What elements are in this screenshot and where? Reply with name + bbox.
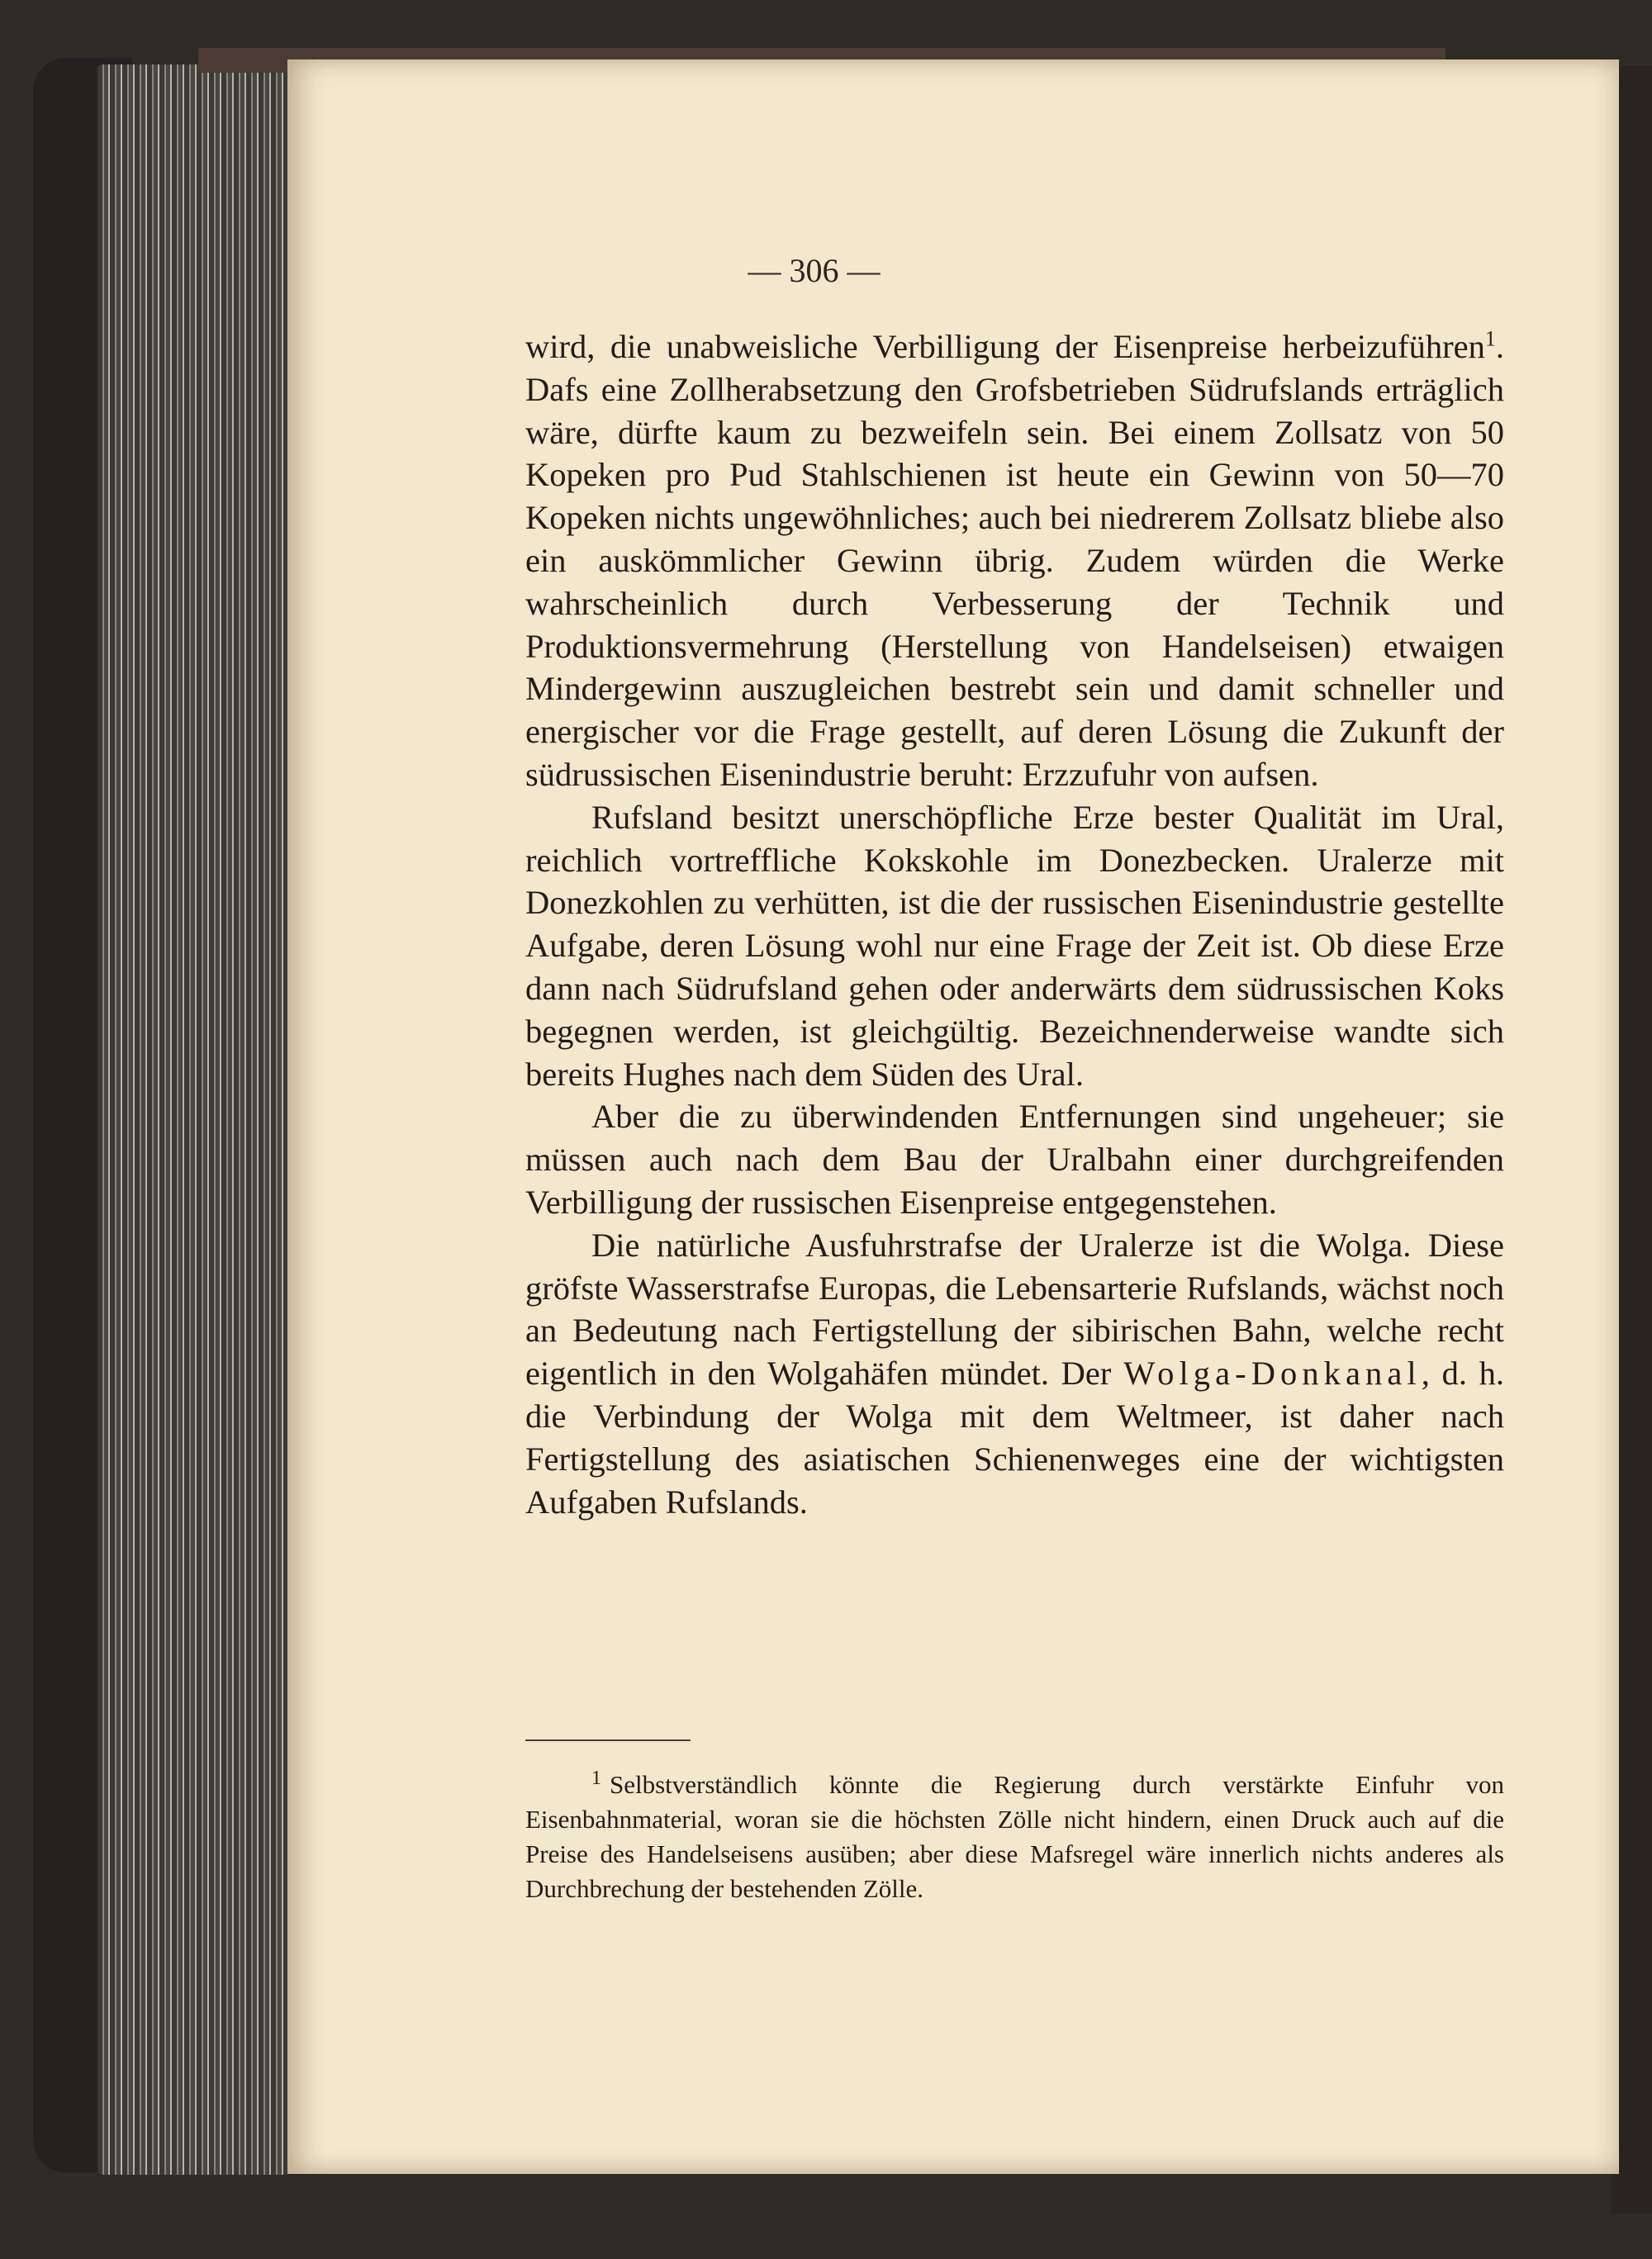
page-number: — 306 — [748, 252, 881, 289]
footnote [525, 1768, 1504, 1906]
paragraph-3: Aber die zu überwindenden Entfernungen sind ungeheuer; sie müssen auch nach dem Bau der Uralbahn einer durchgreifenden Verbilligung der russischen Eisenpreise entgegenstehen. [525, 1098, 1504, 1221]
paragraph-2: Rufsland besitzt unerschöpfliche Erze bester Qualität im Ural, reichlich vortreffliche Kokskohle im Donezbecken. Uralerze mit Donezkohlen zu verhütten, ist die der russischen Eisenindustrie gestellte Aufgabe, deren Lösung wohl nur eine Frage der Zeit ist. Ob diese Erze dann nach Südrufsland gehen oder anderwärts dem südrussischen Koks begegnen werden, ist gleichgültig. Bezeichnenderweise wandte sich bereits Hughes nach dem Süden des Ural. [525, 798, 1504, 1093]
body-text [525, 325, 1504, 1523]
paragraph-4-text-after: , d. h. die Verbindung der Wolga mit dem Weltmeer, ist daher nach Fertigstellung des asiatischen Schienenweges eine der wichtigsten Aufgaben Rufslands. [525, 1355, 1505, 1521]
page-edges [97, 64, 287, 2175]
emphasis-wolga-donkanal: Wolga-Donkanal [1123, 1355, 1422, 1393]
paragraph-1-text-after: . Dafs eine Zollherabsetzung den Grofsbetrieben Südrufslands erträglich wäre, dürfte kaum zu bezweifeln sein. Bei einem Zollsatz von 50 Kopeken pro Pud Stahlschienen ist heute ein Gewinn von 50—70 Kopeken nichts ungewöhnliches; auch bei niedrerem Zollsatz bliebe also ein auskömmlicher Gewinn übrig. Zudem würden die Werke wahrscheinlich durch Verbesserung der Technik und Produktionsvermehrung (Herstellung von Handelseisen) etwaigen Mindergewinn auszugleichen bestrebt sein und damit schneller und energischer vor die Frage gestellt, auf deren Lösung die Zukunft der südrussischen Eisenindustrie beruht: Erzzufuhr von aufsen. [525, 328, 1504, 793]
paragraph-4 [525, 1224, 1504, 1524]
footnote-divider [525, 1739, 691, 1741]
book-page [287, 59, 1619, 2174]
footnote-number: 1 [591, 1767, 601, 1789]
paragraph-1-text: wird, die unabweisliche Verbilligung der Eisenpreise herbeizuführen [525, 328, 1485, 365]
footnote-reference: 1 [1484, 326, 1496, 351]
footnote-text: Selbstverständlich könnte die Regierung durch verstärkte Einfuhr von Eisenbahnmaterial, woran sie die höchsten Zölle nicht hindern, einen Druck auch auf die Preise des Handelseisens ausüben; aber diese Mafsregel wäre innerlich nichts anderes als Durchbrechung der bestehenden Zölle. [525, 1770, 1504, 1903]
paragraph-1 [525, 325, 1504, 796]
paragraph-4-text-before: Die natürliche Ausfuhrstrafse der Uralerze ist die Wolga. Diese gröfste Wasserstrafse Europas, die Lebensarterie Rufslands, wächst noch an Bedeutung nach Fertigstellung der sibirischen Bahn, welche recht eigentlich in den Wolgahäfen mündet. Der [525, 1226, 1504, 1393]
